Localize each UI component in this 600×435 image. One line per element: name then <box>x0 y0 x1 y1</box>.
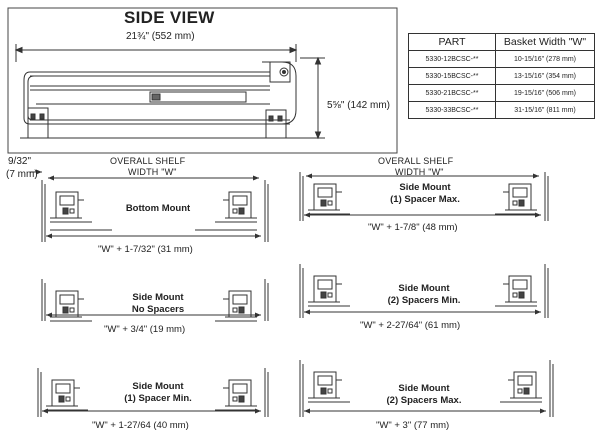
side-view-length-label: 21¾" (552 mm) <box>126 31 195 42</box>
overall-width-label-right: OVERALL SHELF <box>378 156 454 166</box>
mount-formula-side-1-min: "W" + 1-27/64 (40 mm) <box>92 420 189 431</box>
basket-width-cell: 31-15/16" (811 mm) <box>496 102 595 119</box>
basket-width-cell: 13-15/16" (354 mm) <box>496 68 595 85</box>
mount-label-bottom: Bottom Mount <box>125 203 191 214</box>
mount-formula-side-1-max: "W" + 1-7/8" (48 mm) <box>368 222 458 233</box>
parts-table-header-width: Basket Width "W" <box>496 34 595 51</box>
side-view-title: SIDE VIEW <box>124 8 215 27</box>
left-offset-label: 9/32" <box>8 156 32 167</box>
overall-width-label-left: OVERALL SHELF <box>110 156 186 166</box>
mount-formula-side-none: "W" + 3/4" (19 mm) <box>104 324 186 335</box>
overall-width-w-label-left: WIDTH "W" <box>128 167 177 177</box>
part-number-cell: 5330-12BCSC-** <box>409 51 496 68</box>
parts-table-header-part: PART <box>409 34 496 51</box>
basket-width-cell: 10-15/16" (278 mm) <box>496 51 595 68</box>
overall-width-w-label-right: WIDTH "W" <box>395 167 444 177</box>
mount-formula-side-2-max: "W" + 3" (77 mm) <box>376 420 450 431</box>
mount-label-side-1-min: Side Mount (1) Spacer Min. <box>124 381 192 404</box>
mount-label-side-1-max: Side Mount (1) Spacer Max. <box>390 182 460 205</box>
part-number-cell: 5330-21BCSC-** <box>409 85 496 102</box>
basket-width-cell: 19-15/16" (506 mm) <box>496 85 595 102</box>
mount-formula-side-2-min: "W" + 2-27/64" (61 mm) <box>360 320 461 331</box>
mount-label-side-2-max: Side Mount (2) Spacers Max. <box>386 383 462 406</box>
mount-label-side-2-min: Side Mount (2) Spacers Min. <box>387 283 461 306</box>
mount-label-side-none: Side Mount No Spacers <box>131 292 185 315</box>
side-view-height-label: 5⅝" (142 mm) <box>327 100 391 111</box>
mount-formula-bottom: "W" + 1-7/32" (31 mm) <box>98 244 193 255</box>
part-number-cell: 5330-15BCSC-** <box>409 68 496 85</box>
left-offset-mm-label: (7 mm) <box>6 169 38 180</box>
part-number-cell: 5330-33BCSC-** <box>409 102 496 119</box>
